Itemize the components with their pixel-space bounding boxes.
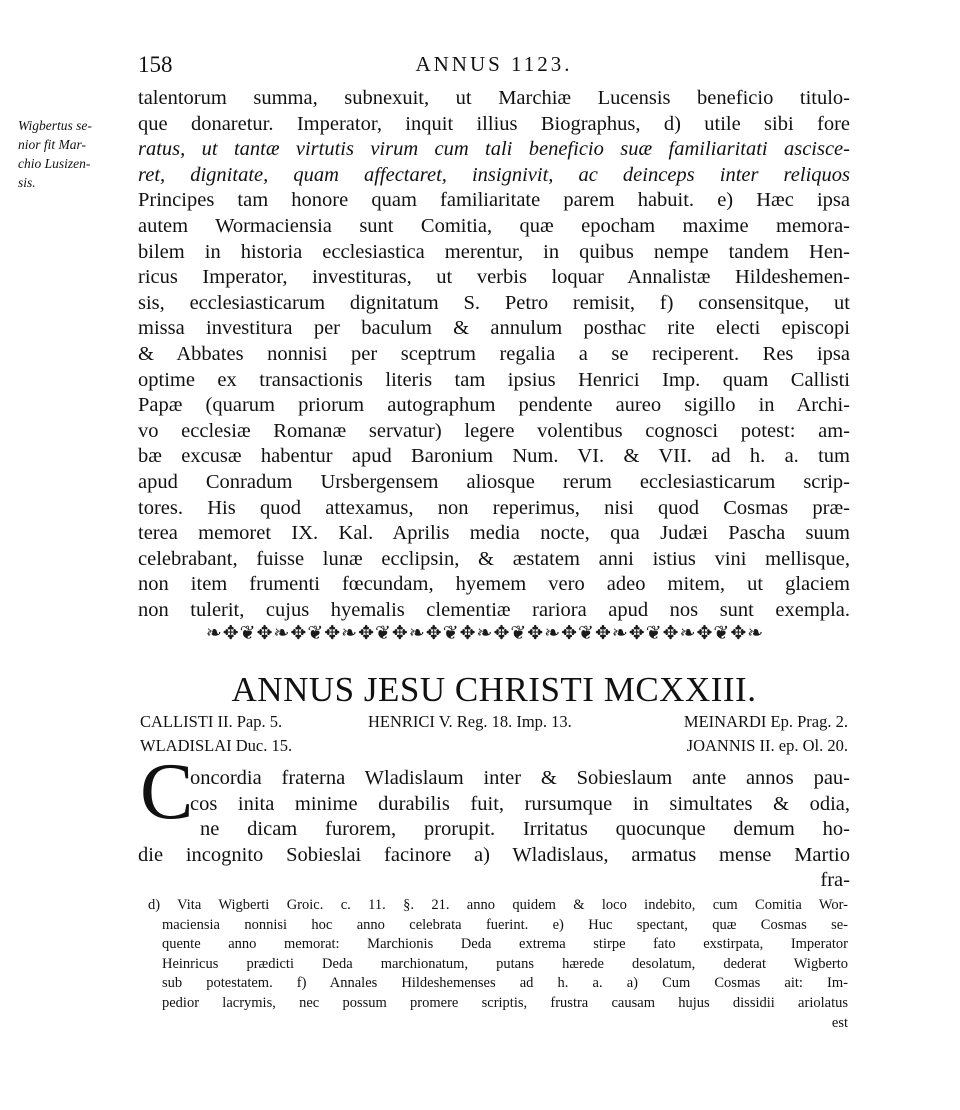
- text-line: missa investitura per baculum & annulum posthac rite electi episcopi: [138, 317, 850, 340]
- page-header: [138, 52, 850, 88]
- text-line: cos inita minime durabilis fuit, rursumque in simultates & odia,: [190, 792, 850, 815]
- text-line: apud Conradum Ursbergensem aliosque rerum ecclesiasticarum scrip-: [138, 470, 850, 493]
- footnote-line: pedior lacrymis, nec possum promere scriptis, frustra causam hujus dissidii ariolatus: [162, 994, 848, 1011]
- regnal-pope: CALLISTI II. Pap. 5.: [140, 712, 283, 731]
- text-line: bæ excusæ habentur apud Baronium Num. VI. & VII. ad h. a. tum: [138, 445, 850, 468]
- footnote-line: quente anno memorat: Marchionis Deda extrema stirpe fato exstirpata, Imperator: [162, 936, 848, 953]
- margin-note-line: sis.: [18, 175, 36, 190]
- text-line: que donaretur. Imperator, inquit illius Biographus, d) utile sibi fore: [138, 112, 850, 135]
- drop-cap: C: [140, 748, 194, 836]
- page-number: 158: [138, 52, 173, 77]
- margin-note-line: nior fit Mar-: [18, 137, 86, 152]
- footnote-line: maciensia nonnisi hoc anno celebrata fuerint. e) Huc spectant, quæ Cosmas se-: [162, 916, 848, 933]
- catchword: est: [831, 1014, 848, 1031]
- text-line: autem Wormaciensia sunt Comitia, quæ epocham maxime memora-: [138, 214, 850, 237]
- catchword: fra-: [820, 869, 850, 892]
- section-title: ANNUS JESU CHRISTI MCXXIII.: [231, 670, 757, 709]
- text-line: & Abbates nonnisi per sceptrum regalia a se reciperent. Res ipsa: [138, 342, 850, 365]
- text-line: Principes tam honore quam familiaritate parem habuit. e) Hæc ipsa: [138, 189, 850, 212]
- margin-note-line: Wigbertus se-: [18, 118, 92, 133]
- ornament-divider: ❧✥❦✥❧✥❦✥❧✥❦✥❧✥❦✥❧✥❦✥❧✥❦✥❧✥❦✥❧✥❦✥❧: [205, 623, 765, 644]
- text-line: terea memoret IX. Kal. Aprilis media nocte, qua Judæi Pascha suum: [138, 522, 850, 545]
- main-text: [138, 86, 850, 623]
- text-line: optime ex transactionis literis tam ipsius Henrici Imp. quam Callisti: [138, 368, 850, 391]
- text-line: vo ecclesiæ Romanæ servatur) legere volentibus cognosci potest: am-: [138, 419, 850, 442]
- footnote-line: d) Vita Wigberti Groic. c. 11. §. 21. anno quidem & loco indebito, cum Comitia Wor-: [148, 897, 848, 913]
- regnal-bishop-olomouc: JOANNIS II. ep. Ol. 20.: [686, 736, 848, 755]
- regnal-duke: WLADISLAI Duc. 15.: [140, 736, 293, 755]
- text-line: ret, dignitate, quam affectaret, insignivit, ac deinceps inter reliquos: [138, 163, 850, 186]
- text-line: bilem in historia ecclesiastica merentur, in quibus nempe tandem Hen-: [138, 240, 850, 263]
- text-line: celebrabant, fuisse lunæ ecclipsin, & æstatem anni istius vini mellisque,: [138, 547, 850, 570]
- running-title: ANNUS 1123.: [415, 52, 573, 76]
- footnote-line: Heinricus prædicti Deda marchionatum, putans hærede desolatum, dederat Wigberto: [162, 955, 848, 972]
- regnal-emperor: HENRICI V. Reg. 18. Imp. 13.: [368, 712, 572, 731]
- text-line: ne dicam furorem, prorupit. Irritatus quocunque demum ho-: [200, 818, 850, 841]
- section-text: [138, 766, 850, 894]
- text-line: ratus, ut tantæ virtutis virum cum tali beneficio suæ familiaritati ascisce-: [138, 138, 850, 161]
- text-line: oncordia fraterna Wladislaum inter & Sobieslaum ante annos pau-: [190, 767, 850, 789]
- text-line: non tulerit, cujus hyemalis clementiæ rariora apud nos sunt exempla.: [138, 598, 850, 621]
- footnotes: [148, 896, 848, 1033]
- text-line: sis, ecclesiasticarum dignitatum S. Petro remisit, f) consensitque, ut: [138, 291, 850, 314]
- margin-note-line: chio Lusizen-: [18, 156, 91, 171]
- text-line: tores. His quod attexamus, non reperimus, nisi quod Cosmas præ-: [138, 496, 850, 519]
- footnote-line: sub potestatem. f) Annales Hildeshemenses ad h. a. a) Cum Cosmas ait: Im-: [162, 975, 848, 992]
- margin-note: [18, 116, 134, 192]
- regnal-bishop-prague: MEINARDI Ep. Prag. 2.: [683, 712, 848, 731]
- text-line: Papæ (quarum priorum autographum pendente aureo sigillo in Archi-: [138, 394, 850, 417]
- text-line: non item frumenti fœcundam, hyemem vero adeo mitem, ut glaciem: [138, 573, 850, 596]
- text-line: ricus Imperator, investituras, ut verbis loquar Annalistæ Hildeshemen-: [138, 266, 850, 289]
- text-line: die incognito Sobieslai facinore a) Wladislaus, armatus mense Martio: [138, 843, 850, 866]
- text-line: talentorum summa, subnexuit, ut Marchiæ Lucensis beneficio titulo-: [138, 87, 850, 109]
